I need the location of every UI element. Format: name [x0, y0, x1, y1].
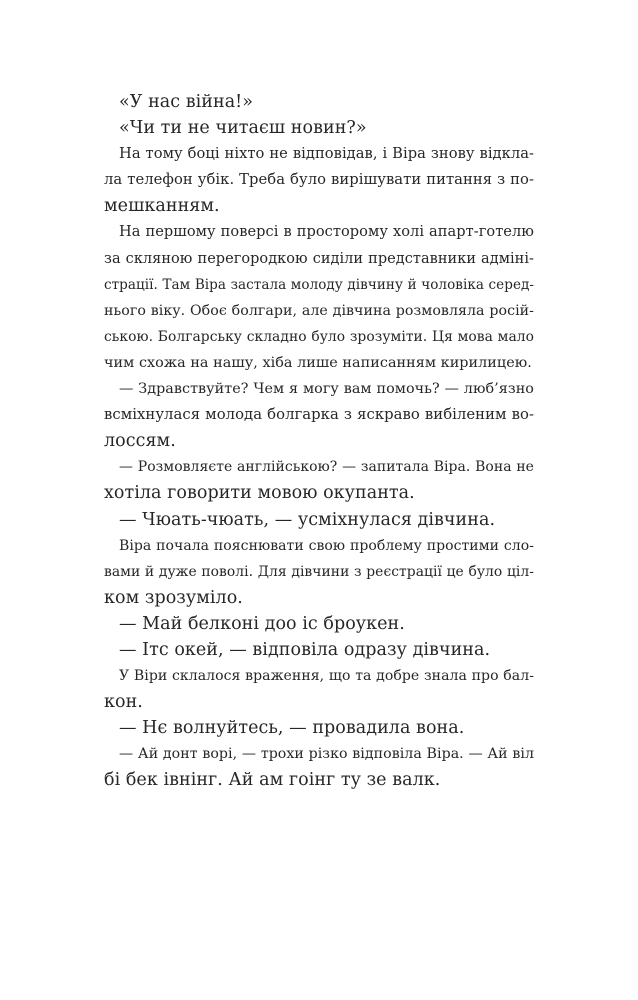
text-line: ла телефон убік. Треба було вирішувати питання з по- — [104, 171, 534, 189]
text-line: Віра почала пояснювати свою проблему простими сло- — [119, 537, 534, 554]
text-line: мешканням. — [104, 196, 220, 217]
text-line: ком зрозуміло. — [104, 587, 243, 608]
text-line: за скляною перегородкою сиділи представники адміні- — [104, 250, 534, 267]
text-line: На тому боці ніхто не відповідав, і Віра знову відкла- — [119, 145, 534, 163]
text-line: вами й дуже поволі. Для дівчини з реєстрації це було ціл- — [104, 563, 534, 580]
text-line: нього віку. Обоє болгари, але дівчина розмовляла росій- — [104, 302, 534, 319]
text-line: — Здравствуйте? Чем я могу вам помочь? — люб’язно — [119, 381, 534, 398]
text-line: — Чюать-чюать, — усміхнулася дівчина. — [119, 509, 496, 530]
text-line: — Ітс окей, — відповіла одразу дівчина. — [119, 639, 491, 660]
text-line: «У нас війна!» — [119, 92, 254, 112]
text-line: «Чи ти не читаєш новин?» — [119, 118, 367, 139]
text-line: кон. — [104, 692, 143, 713]
text-line: бі бек івнінг. Ай ам гоінг ту зе валк. — [104, 770, 441, 791]
text-line: — Розмовляєте англійською? — запитала Віра. Вона не — [119, 459, 534, 476]
text-line: ською. Болгарську складно було зрозуміти. Ця мова мало — [104, 328, 534, 345]
text-line: чим схожа на нашу, хіба лише написанням кирилицею. — [104, 354, 532, 371]
text-line: — Май белконі доо іс броукен. — [119, 613, 405, 634]
text-line: страції. Там Віра застала молоду дівчину й чоловіка серед- — [104, 276, 534, 293]
text-line: — Нє волнуйтесь, — провадила вона. — [119, 718, 465, 739]
text-line: — Ай донт ворі, — трохи різко відповіла Віра. — Ай віл — [119, 746, 534, 763]
text-line: У Віри склалося враження, що та добре знала про бал- — [119, 668, 534, 685]
text-line: всміхнулася молода болгарка з яскраво вибіленим во- — [104, 406, 534, 424]
text-line: хотіла говорити мовою окупанта. — [104, 483, 415, 504]
text-line: На першому поверсі в просторому холі апарт-готелю — [119, 223, 534, 241]
page-body-text — [104, 89, 534, 794]
text-line: лоссям. — [104, 431, 176, 452]
